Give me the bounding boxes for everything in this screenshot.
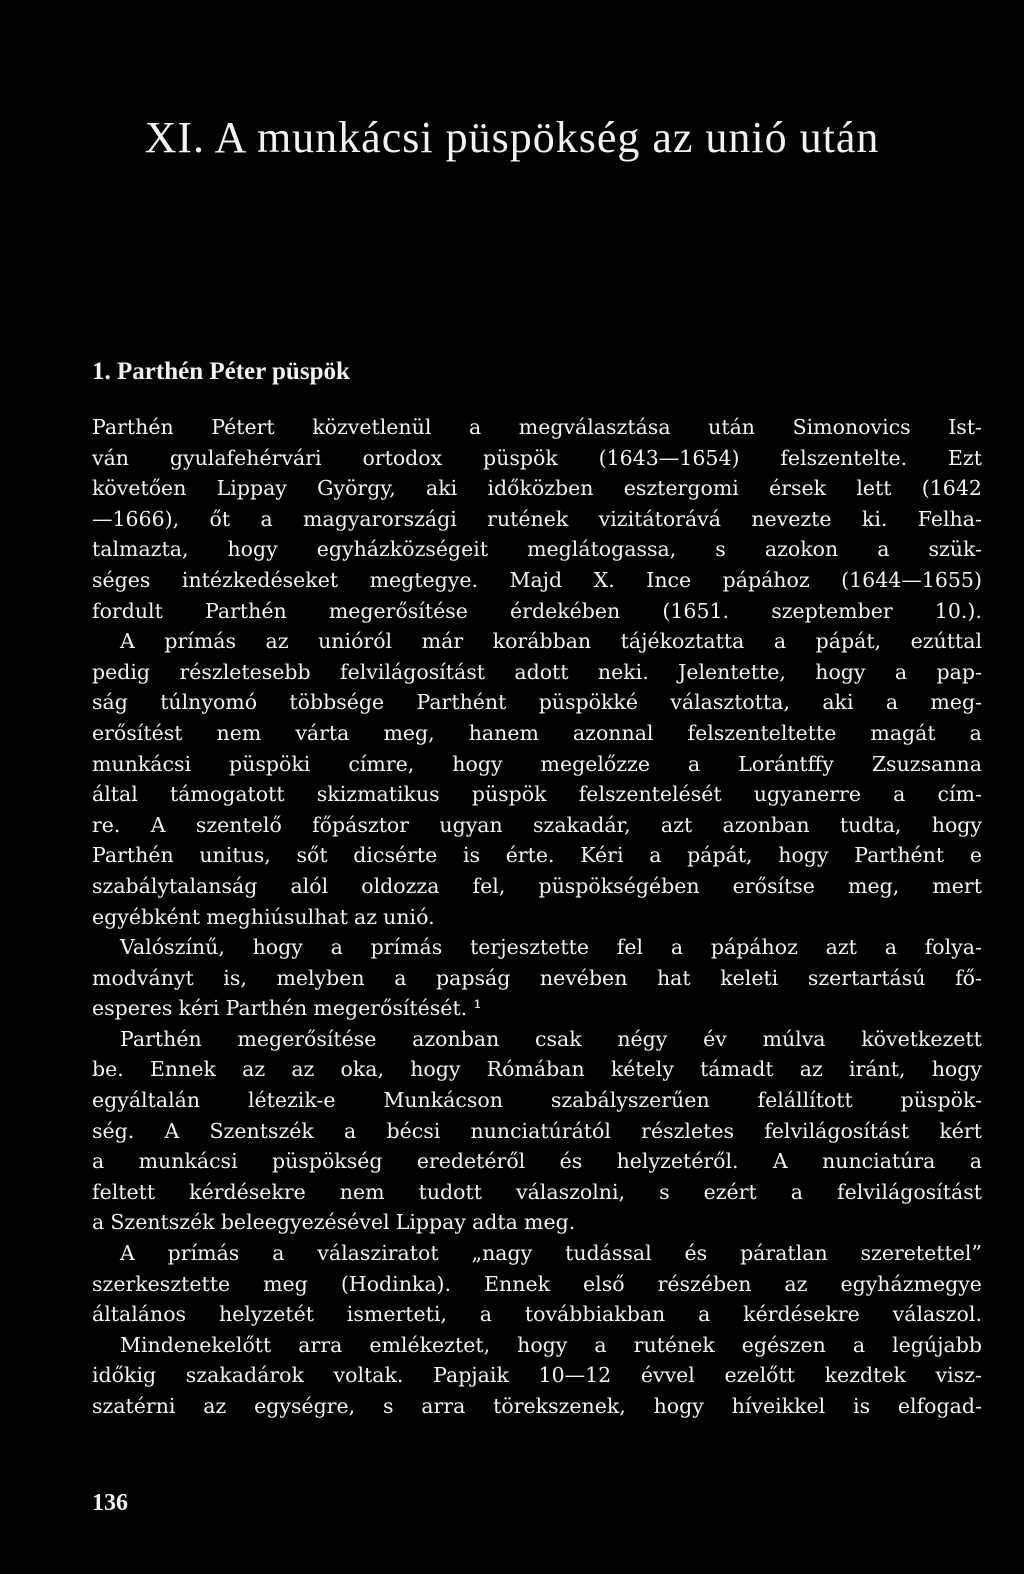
text-line: Parthén unitus, sőt dicsérte is érte. Kéri a pápát, hogy Parthént e (92, 843, 982, 868)
text-line: Valószínű, hogy a prímás terjesztette fel a pápához azt a folya- (120, 935, 982, 960)
section-heading: 1. Parthén Péter püspök (92, 358, 350, 385)
text-line: talmazta, hogy egyházközségeit meglátogassa, s azokon a szük- (92, 537, 982, 562)
text-line: egyébként meghiúsulhat az unió. (92, 904, 435, 929)
text-line: ség. A Szentszék a bécsi nunciatúrától részletes felvilágosítást kért (92, 1118, 982, 1143)
text-line: szerkesztette meg (Hodinka). Ennek első részében az egyházmegye (92, 1271, 982, 1296)
text-line: Parthén megerősítése azonban csak négy év múlva következett (120, 1026, 982, 1051)
text-line: erősítést nem várta meg, hanem azonnal felszenteltette magát a (92, 720, 982, 745)
text-line: egyáltalán létezik-e Munkácson szabályszerűen felállított püspök- (92, 1088, 982, 1113)
text-line: fordult Parthén megerősítése érdekében (1651. szeptember 10.). (92, 598, 982, 623)
text-line: a Szentszék beleegyezésével Lippay adta meg. (92, 1210, 576, 1235)
text-line: szatérni az egységre, s arra törekszenek, hogy híveikkel is elfogad- (92, 1394, 982, 1418)
text-line: A prímás a válasziratot „nagy tudással és páratlan szeretettel” (120, 1241, 982, 1266)
text-line: általános helyzetét ismerteti, a továbbiakban a kérdésekre válaszol. (92, 1302, 982, 1327)
text-line: séges intézkedéseket megtegye. Majd X. Ince pápához (1644—1655) (92, 567, 982, 592)
text-line: pedig részletesebb felvilágosítást adott neki. Jelentette, hogy a pap- (92, 659, 982, 684)
text-line: A prímás az unióról már korábban tájékoztatta a pápát, ezúttal (120, 629, 982, 654)
body-text (92, 412, 982, 1422)
text-line: esperes kéri Parthén megerősítését. ¹ (92, 996, 482, 1021)
text-line: —1666), őt a magyarországi rutének vizitátorává nevezte ki. Felha- (92, 506, 982, 531)
text-line: munkácsi püspöki címre, hogy megelőzze a Lorántffy Zsuzsanna (92, 751, 982, 776)
text-line: ság túlnyomó többsége Parthént püspökké választotta, aki a meg- (92, 690, 982, 715)
text-line: Mindenekelőtt arra emlékeztet, hogy a rutének egészen a legújabb (120, 1332, 982, 1357)
page-number: 136 (92, 1490, 128, 1516)
text-line: re. A szentelő főpásztor ugyan szakadár, azt azonban tudta, hogy (92, 812, 982, 837)
chapter-title: XI. A munkácsi püspökség az unió után (144, 113, 880, 162)
text-line: feltett kérdésekre nem tudott válaszolni, s ezért a felvilágosítást (92, 1179, 982, 1204)
text-line: időkig szakadárok voltak. Papjaik 10—12 évvel ezelőtt kezdtek visz- (92, 1363, 982, 1388)
text-line: Parthén Pétert közvetlenül a megválasztása után Simonovics Ist- (92, 415, 982, 439)
text-line: ván gyulafehérvári ortodox püspök (1643—1654) felszentelte. Ezt (92, 445, 982, 470)
text-line: a munkácsi püspökség eredetéről és helyzetéről. A nunciatúra a (92, 1149, 982, 1174)
text-line: követően Lippay György, aki időközben esztergomi érsek lett (1642 (92, 476, 982, 501)
text-line: szabálytalanság alól oldozza fel, püspökségében erősítse meg, mert (92, 873, 982, 898)
text-line: be. Ennek az az oka, hogy Rómában kétely támadt az iránt, hogy (92, 1057, 982, 1082)
text-line: modványt is, melyben a papság nevében hat keleti szertartású fő- (92, 965, 982, 990)
text-line: által támogatott skizmatikus püspök felszentelését ugyanerre a cím- (92, 782, 982, 807)
